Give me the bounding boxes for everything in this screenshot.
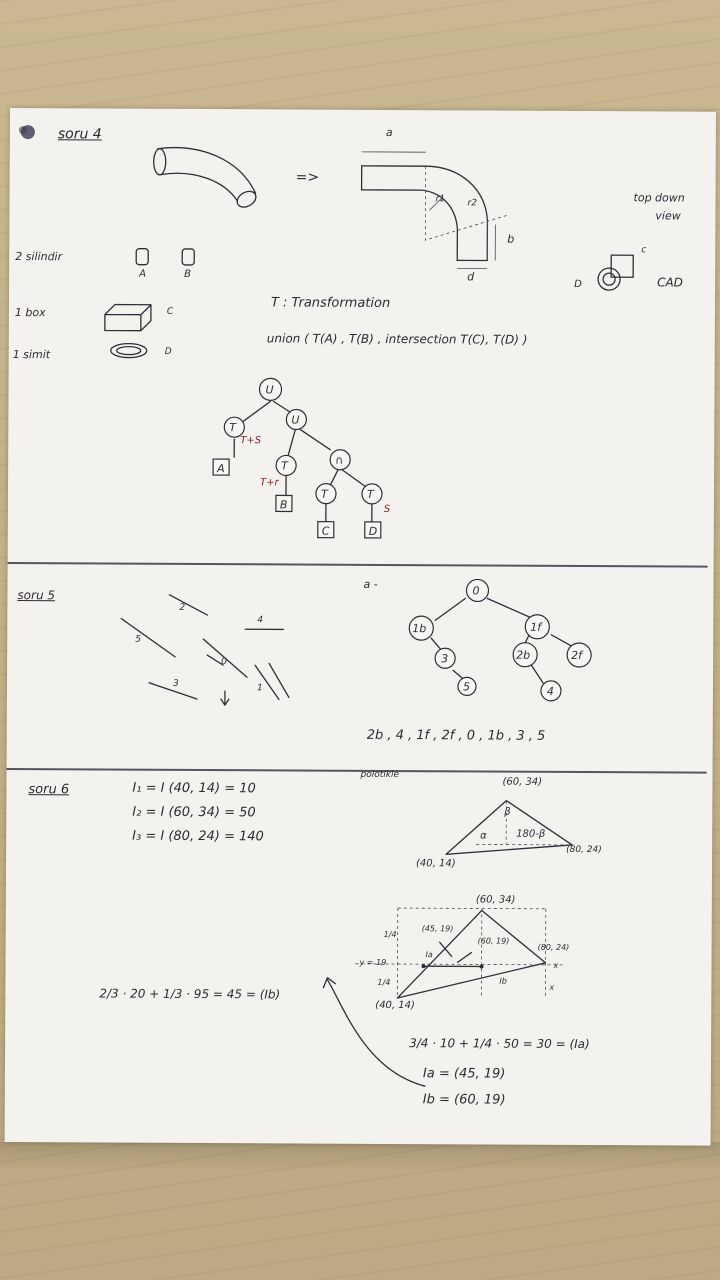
seg-label-5: 5 [135, 634, 141, 645]
intensity-eq-2: I₂ = I (60, 34) = 50 [132, 804, 256, 821]
view-label: view [655, 209, 681, 223]
grid-x1-label: x [553, 960, 559, 970]
polotikle-note: polotikle [360, 769, 400, 781]
grid-x2-label: x [549, 982, 555, 992]
grid-frac2-label: 1/4 [377, 977, 391, 988]
seg-label-1: 1 [256, 683, 263, 694]
label-d: d [467, 270, 475, 284]
tree-t-c: T [320, 487, 328, 501]
tree-t-b: T [281, 459, 288, 473]
paper-shadow [0, 1142, 720, 1172]
tree-leaf-d: D [368, 524, 378, 538]
transformation-note: T : Transformation [270, 295, 391, 311]
label-b: b [507, 232, 515, 246]
soru5-title: soru 5 [17, 588, 56, 603]
tree-root: U [265, 383, 274, 397]
tree-leaf-b: B [279, 498, 288, 512]
grid-pm-label: (60, 19) [477, 936, 510, 946]
bst-right: 1f [530, 620, 542, 634]
ia-equation: Ia = (45, 19) [422, 1066, 506, 1082]
label-a: a [385, 125, 393, 140]
alpha-label: α [480, 830, 487, 842]
cylinders-label: 2 silindir [15, 250, 63, 264]
bst-right-left: 2b [516, 648, 531, 662]
tree-note-b: T+r [260, 477, 279, 489]
grid-frac1-label: 1/4 [383, 929, 397, 940]
bst-root: 0 [472, 584, 480, 598]
box-c-label: C [166, 306, 174, 317]
grid-left-label: (40, 14) [375, 999, 415, 1012]
tree-leaf-a: A [217, 462, 225, 476]
tri-left-label: (40, 14) [416, 858, 456, 870]
union-expression: union ( T(A) , T(B) , intersection T(C), T(D) ) [266, 331, 528, 347]
grid-top-label: (60, 34) [475, 894, 516, 906]
notebook-page [5, 108, 716, 1146]
cyl-a-label: A [139, 268, 147, 280]
grid-y-label: y = 19 [359, 957, 387, 967]
bst-left-right: 3 [441, 652, 449, 666]
left-equation: 2/3 · 20 + 1/3 · 95 = 45 = (Ib) [99, 986, 281, 1002]
simit-label: 1 simit [12, 348, 51, 362]
part-a-label: a - [363, 577, 378, 591]
cyl-b-label: B [184, 268, 192, 280]
right-equation: 3/4 · 10 + 1/4 · 50 = 30 = (Ia) [409, 1036, 590, 1052]
arrow-implies: => [295, 169, 320, 186]
cad-c-label: c [641, 245, 647, 256]
tree-t-d: T [366, 487, 374, 501]
ib-equation: Ib = (60, 19) [422, 1092, 506, 1108]
soru6-title: soru 6 [28, 782, 70, 798]
cad-d-label: D [574, 278, 582, 290]
intensity-eq-1: I₁ = I (40, 14) = 10 [132, 780, 256, 797]
bst-right-left-right: 4 [546, 684, 554, 698]
bst-right-right: 2f [571, 648, 583, 663]
seg-label-2: 2 [179, 602, 186, 613]
tree-leaf-c: C [321, 524, 330, 538]
tree-intersect: ∩ [335, 453, 344, 467]
tree-note-d: S [383, 503, 391, 515]
label-r2: r2 [467, 198, 477, 209]
tree-union2: U [291, 413, 300, 427]
tree-note-a: T+S [240, 435, 262, 447]
seg-label-3: 3 [172, 678, 179, 689]
soru4-title: soru 4 [57, 126, 102, 143]
simit-d-label: D [164, 346, 172, 357]
box-label: 1 box [14, 306, 46, 320]
grid-ia-label: Ia [425, 950, 433, 960]
bst-left-right-right: 5 [462, 680, 471, 694]
angle-label: 180-β [516, 828, 546, 840]
grid-right-label: (80, 24) [537, 942, 570, 952]
traversal-order: 2b , 4 , 1f , 2f , 0 , 1b , 3 , 5 [366, 727, 546, 744]
tree-t-a: T [229, 421, 237, 435]
seg-label-4: 4 [257, 615, 264, 626]
bst-left: 1b [412, 622, 427, 636]
intensity-eq-3: I₃ = I (80, 24) = 140 [132, 828, 264, 845]
top-down-label: top down [633, 191, 685, 205]
tri-right-label: (80, 24) [566, 844, 602, 856]
cad-label: CAD [657, 275, 683, 290]
grid-ib-label: Ib [499, 976, 507, 986]
label-r1: r1 [435, 194, 445, 205]
grid-pa-label: (45, 19) [421, 924, 454, 934]
tri-top-label: (60, 34) [502, 776, 543, 788]
seg-label-0: 0 [221, 657, 227, 668]
beta-label: β [504, 806, 511, 818]
